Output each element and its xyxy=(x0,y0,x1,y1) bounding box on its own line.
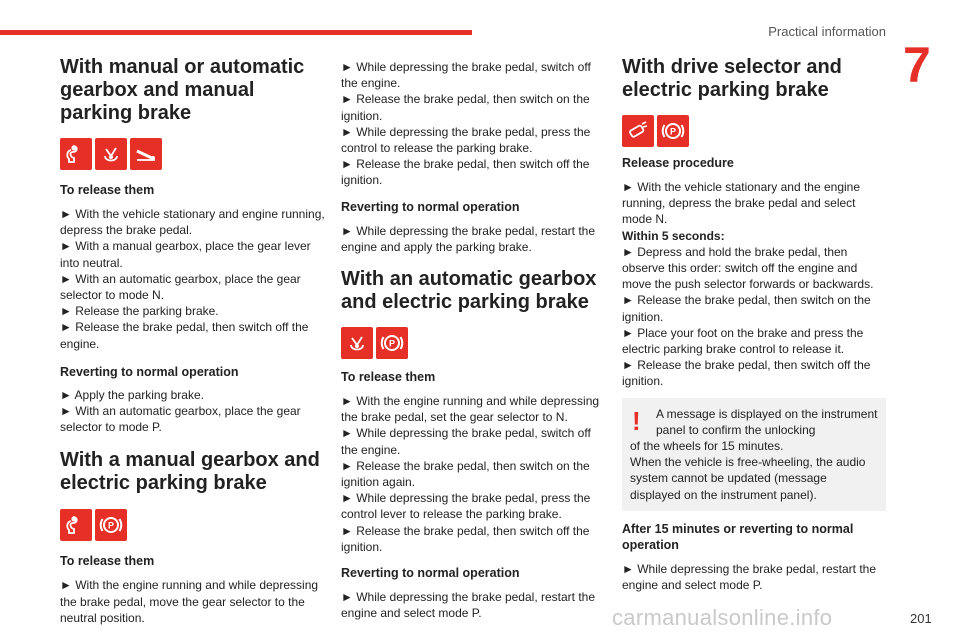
column-1 xyxy=(60,56,325,626)
automatic-gear-selector-icon xyxy=(341,327,373,359)
page-number: 201 xyxy=(910,611,932,626)
icon-row-1 xyxy=(60,138,325,170)
heading-drive-selector-electric-brake: With drive selector and electric parking brake xyxy=(622,56,842,101)
column-2 xyxy=(341,56,605,621)
release-text-1: ► With the vehicle stationary and engine running, depress the brake pedal. ► With a manual gearbox, place the gear lever into neutral. ► With an automatic gearbox, place the gear selector to mode N. ► Release the parking brake. ► Release the brake pedal, then switch off the engine. xyxy=(60,207,325,351)
release-heading-1: To release them xyxy=(60,183,155,197)
revert-text-2: ► While depressing the brake pedal, restart the engine and apply the parking brake. xyxy=(341,223,596,254)
heading-automatic-electric-brake: With an automatic gearbox and electric parking brake xyxy=(341,268,597,314)
warning-box xyxy=(622,398,886,511)
section-title: Practical information xyxy=(768,24,886,39)
warning-text-first: A message is displayed on the instrument panel to confirm the unlocking xyxy=(656,406,878,437)
manual-gear-lever-icon xyxy=(60,138,92,170)
column-3 xyxy=(622,56,886,593)
warning-text-rest: of the wheels for 15 minutes. When the vehicle is free-wheeling, the audio system cannot be updated (message displayed on the instrument panel). xyxy=(630,439,866,502)
revert-text-1: ► Apply the parking brake. ► With an automatic gearbox, place the gear selector to mode P. xyxy=(60,387,301,435)
electric-parking-brake-icon xyxy=(657,115,689,147)
svg-text:P: P xyxy=(107,520,115,531)
release-heading-3: To release them xyxy=(341,370,436,385)
within-5-seconds-label: Within 5 seconds: xyxy=(622,228,725,243)
manual-parking-brake-lever-icon xyxy=(130,138,162,170)
drive-selector-icon xyxy=(622,115,654,147)
svg-text:P: P xyxy=(388,338,396,349)
manual-gear-lever-icon xyxy=(60,509,92,541)
icon-row-2 xyxy=(60,509,325,541)
release-heading-2: To release them xyxy=(60,554,155,569)
revert-heading-3: Reverting to normal operation xyxy=(341,566,520,581)
heading-manual-electric-brake: With a manual gearbox and electric parking brake xyxy=(60,449,320,495)
continued-steps: ► While depressing the brake pedal, switch off the engine. ► Release the brake pedal, then switch on the ignition. ► While depressing the brake pedal, press the control to release the parking brake. ► Release the brake pedal, then switch off the ignition. xyxy=(341,60,591,188)
icon-row-3 xyxy=(341,327,605,359)
heading-manual-automatic-manual-brake: With manual or automatic gearbox and manual parking brake xyxy=(60,56,305,124)
revert-text-3: ► While depressing the brake pedal, restart the engine and select mode P. xyxy=(341,590,596,621)
svg-text:P: P xyxy=(669,126,677,137)
warning-icon: ! xyxy=(632,405,641,436)
release-procedure-heading: Release procedure xyxy=(622,156,734,170)
header-accent-bar xyxy=(0,30,472,35)
after-15-minutes-text: ► While depressing the brake pedal, restart the engine and select mode P. xyxy=(622,561,877,593)
icon-row-4 xyxy=(622,115,886,147)
revert-heading-1: Reverting to normal operation xyxy=(60,364,239,379)
release-text-3: ► With the engine running and while depressing the brake pedal, set the gear selector to N. ► While depressing the brake pedal, switch off the engine. ► Release the brake pedal, then switch on the ignition again. ► While depressing the brake pedal, press the control lever to release the parking brake. ► Release the brake pedal, then switch off the ignition. xyxy=(341,394,600,554)
release-procedure-text: ► With the vehicle stationary and the engine running, depress the brake pedal and select mode N. xyxy=(622,180,861,227)
automatic-gear-selector-icon xyxy=(95,138,127,170)
within-5-seconds-steps: ► Depress and hold the brake pedal, then observe this order: switch off the engine and move the push selector forwards or backwards. ► Release the brake pedal, then switch on the ignition. ► Place your foot on the brake and press the electric parking brake control to release it. ► Release the brake pedal, then switch off the ignition. xyxy=(622,244,874,389)
electric-parking-brake-icon xyxy=(95,509,127,541)
revert-heading-2: Reverting to normal operation xyxy=(341,199,520,214)
chapter-number: 7 xyxy=(903,37,931,93)
watermark: carmanualsonline.info xyxy=(612,605,833,630)
after-15-minutes-heading: After 15 minutes or reverting to normal operation xyxy=(622,521,854,552)
release-text-2: ► With the engine running and while depressing the brake pedal, move the gear selector to the neutral position. xyxy=(60,578,319,625)
electric-parking-brake-icon xyxy=(376,327,408,359)
